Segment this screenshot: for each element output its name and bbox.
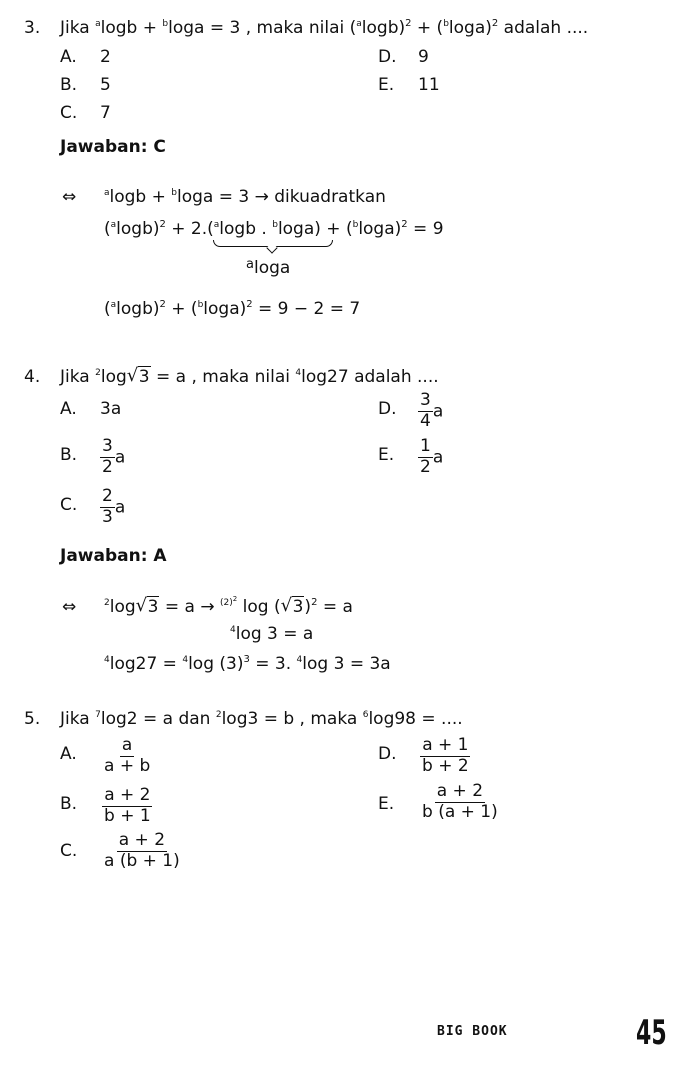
sqrt: √ 3 (126, 365, 150, 387)
option-letter: D. (378, 744, 397, 764)
option-letter: E. (378, 75, 395, 95)
option-letter: D. (378, 47, 397, 67)
option-value: $\frac{3}{4}$ a (420, 390, 444, 431)
option-value: $\frac{2}{3}$ a (102, 486, 126, 527)
option-value: 3a (100, 399, 122, 419)
solution-line-2: $(^a\log b)^2 + 2.(^a\log b$ . $^b\log a) + (^b\log a)^2 = 9$ (104, 219, 444, 239)
answer-label: Jawaban: A (60, 546, 167, 566)
question-number: 3. (24, 18, 41, 38)
option-letter: C. (60, 841, 78, 861)
footer-brand: BIG BOOK (437, 1024, 508, 1039)
option-letter: E. (378, 794, 395, 814)
solution-line-3: $(^a\log b)^2 + (^b\log a)^2 = 9 - 2 = 7$ (104, 299, 361, 319)
iff-symbol: ⇔ (62, 187, 77, 207)
solution-line-3: $^4$log27 = $^4$log $(3)^3 = 3$. $^4$log 3 = 3a (104, 654, 391, 674)
option-letter: A. (60, 47, 77, 67)
question-number: 4. (24, 367, 41, 387)
option-value: $\frac{a + 2}{b + 1}$ (104, 785, 151, 826)
question-number: 5. (24, 709, 41, 729)
option-value: $\frac{a + 2}{b (a + 1)}$ (422, 781, 498, 822)
option-value: $\frac{a + 1}{b + 2}$ (422, 735, 469, 776)
option-letter: B. (60, 445, 78, 465)
option-letter: D. (378, 399, 397, 419)
option-letter: C. (60, 495, 78, 515)
option-value: $\frac{a}{a + b}$ (104, 735, 151, 776)
option-value: $\frac{1}{2}$ a (420, 436, 444, 477)
option-value: 5 (100, 75, 111, 95)
option-value: $\frac{a + 2}{a (b + 1)}$ (104, 830, 180, 871)
option-letter: B. (60, 75, 78, 95)
solution-line-2: $^4$log 3 = a (230, 624, 314, 644)
option-value: 2 (100, 47, 111, 67)
option-letter: C. (60, 103, 78, 123)
question-stem: Jika $^7$log2 = a dan $^2$log3 = b , maka $^6$log98 = .... (60, 709, 463, 729)
question-stem: Jika $^2$log √ 3 = a , maka nilai $^4$log27 adalah .... (60, 365, 439, 387)
iff-symbol: ⇔ (62, 597, 77, 617)
option-value: $\frac{3}{2}$ a (102, 436, 126, 477)
option-letter: A. (60, 399, 77, 419)
option-letter: A. (60, 744, 77, 764)
solution-line-1: $^2$log √ 3 = a → $^{(2)^2}$ log ( √ 3)$^2$ = a (104, 595, 353, 617)
option-letter: B. (60, 794, 78, 814)
page-number: 45 (636, 1013, 667, 1053)
underbrace-label: $^a$loga (246, 257, 291, 278)
solution-line-1: $^a$logb + $^b$loga = 3 → dikuadratkan (104, 187, 386, 207)
question-stem: Jika $^a$logb + $^b$loga = 3 , maka nilai $(^a\log b)^2 + (^b\log a)^2$ adalah .... (60, 18, 589, 38)
option-value: 11 (418, 75, 440, 95)
option-value: 7 (100, 103, 111, 123)
option-value: 9 (418, 47, 429, 67)
answer-label: Jawaban: C (60, 137, 166, 157)
option-letter: E. (378, 445, 395, 465)
